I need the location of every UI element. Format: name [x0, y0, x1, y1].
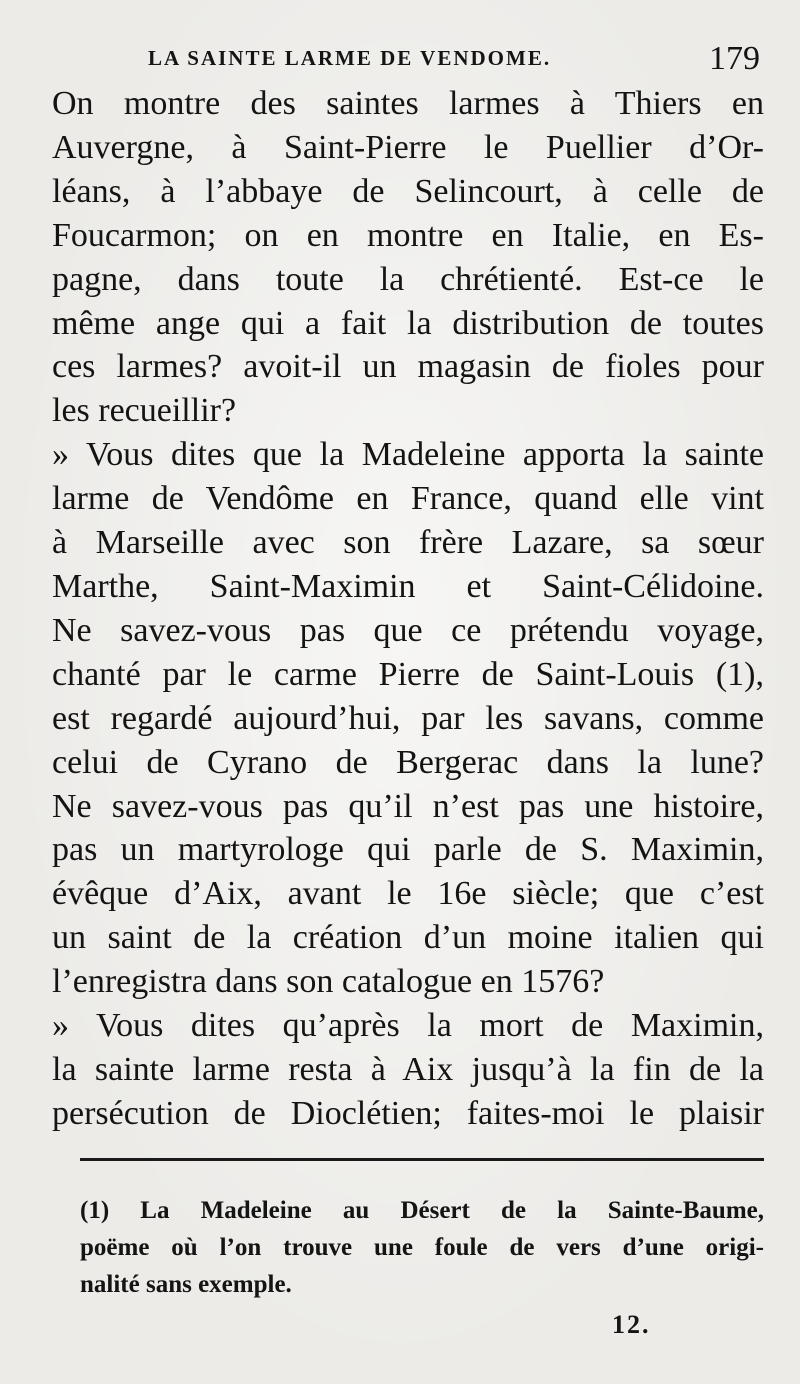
text-line: évêque d’Aix, avant le 16e siècle; que c’est [52, 875, 764, 913]
running-title: LA SAINTE LARME DE VENDOME. [148, 46, 552, 70]
text-line: Ne savez-vous pas que ce prétendu voyage, [52, 611, 764, 649]
text-line: léans, à l’abbaye de Selincourt, à celle de [52, 172, 764, 210]
text-line: est regardé aujourd’hui, par les savans, comme [52, 699, 764, 737]
text-line: un saint de la création d’un moine italien qui [52, 919, 764, 957]
text-line: larme de Vendôme en France, quand elle vint [52, 480, 764, 518]
text-line: Auvergne, à Saint-Pierre le Puellier d’Or- [52, 128, 764, 166]
running-head [148, 40, 760, 80]
text-line: pagne, dans toute la chrétienté. Est-ce le [52, 260, 764, 298]
footnote-line: (1) La Madeleine au Désert de la Sainte-Baume, [80, 1197, 764, 1224]
text-line: persécution de Dioclétien; faites-moi le plaisir [52, 1094, 764, 1132]
footnote-line: nalité sans exemple. [80, 1271, 292, 1298]
text-line: les recueillir? [52, 392, 237, 430]
signature-mark: 12. [612, 1310, 651, 1339]
text-line: ces larmes? avoit-il un magasin de fioles pour [52, 348, 764, 386]
text-line: Ne savez-vous pas qu’il n’est pas une histoire, [52, 787, 764, 825]
text-line: même ange qui a fait la distribution de toutes [52, 304, 764, 342]
text-line: l’enregistra dans son catalogue en 1576? [52, 963, 605, 1001]
page-number: 179 [709, 40, 760, 77]
text-line: pas un martyrologe qui parle de S. Maximin, [52, 831, 764, 869]
footnote [80, 1192, 764, 1303]
text-line: Foucarmon; on en montre en Italie, en Es- [52, 216, 764, 254]
text-line: celui de Cyrano de Bergerac dans la lune? [52, 743, 764, 781]
footnote-rule [80, 1158, 764, 1161]
text-line: Marthe, Saint-Maximin et Saint-Célidoine. [52, 567, 764, 605]
text-line: On montre des saintes larmes à Thiers en [52, 85, 764, 122]
text-line: à Marseille avec son frère Lazare, sa sœur [52, 524, 764, 562]
text-line: » Vous dites que la Madeleine apporta la sainte [52, 436, 764, 474]
text-line: » Vous dites qu’après la mort de Maximin, [52, 1007, 764, 1045]
footnote-line: poëme où l’on trouve une foule de vers d’une origi- [80, 1234, 764, 1261]
text-line: la sainte larme resta à Aix jusqu’à la fin de la [52, 1050, 764, 1088]
text-line: chanté par le carme Pierre de Saint-Louis (1), [52, 655, 764, 693]
body-text [52, 82, 764, 1136]
